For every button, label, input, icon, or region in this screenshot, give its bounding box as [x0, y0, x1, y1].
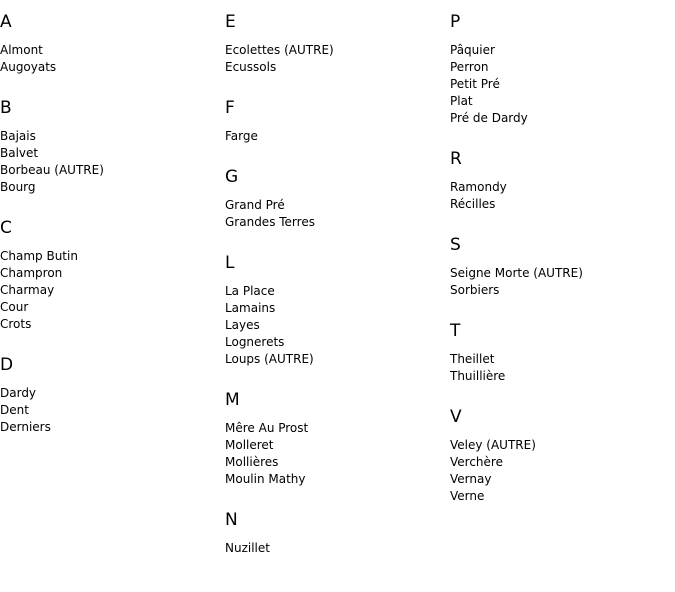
- place-item: Mêre Au Prost: [225, 421, 309, 435]
- letter-group: [450, 385, 675, 505]
- letter-heading: E: [225, 12, 236, 32]
- place-item: Ecussols: [225, 60, 277, 74]
- place-list: [225, 128, 450, 145]
- letter-heading: A: [0, 12, 12, 32]
- letter-group: [0, 76, 225, 196]
- place-item: Farge: [225, 129, 258, 143]
- place-item: Petit Pré: [450, 77, 500, 91]
- letter-group: [225, 0, 450, 76]
- letter-group: [0, 196, 225, 333]
- place-item: Perron: [450, 60, 489, 74]
- place-item: Moulin Mathy: [225, 472, 306, 486]
- letter-heading: D: [0, 355, 14, 375]
- letter-heading: C: [0, 218, 12, 238]
- letter-heading: P: [450, 12, 461, 32]
- place-list: [0, 385, 225, 436]
- place-item: Almont: [0, 43, 43, 57]
- place-item: Cour: [0, 300, 29, 314]
- place-item: Grandes Terres: [225, 215, 315, 229]
- place-item: Layes: [225, 318, 260, 332]
- place-list: [0, 128, 225, 196]
- place-item: La Place: [225, 284, 275, 298]
- place-item: Dent: [0, 403, 29, 417]
- letter-group: [225, 76, 450, 145]
- place-list: [225, 197, 450, 231]
- place-list: [225, 420, 450, 488]
- letter-heading: G: [225, 167, 239, 187]
- place-list: [450, 437, 675, 505]
- place-item: Mollières: [225, 455, 279, 469]
- place-item: Bourg: [0, 180, 36, 194]
- letter-heading: N: [225, 510, 238, 530]
- place-item: Bajais: [0, 129, 36, 143]
- letter-heading: T: [450, 321, 461, 341]
- place-item: Borbeau (AUTRE): [0, 163, 104, 177]
- place-item: Augoyats: [0, 60, 57, 74]
- place-item: Pré de Dardy: [450, 111, 528, 125]
- place-item: Lognerets: [225, 335, 285, 349]
- place-list: [450, 42, 675, 127]
- place-item: Balvet: [0, 146, 39, 160]
- place-item: Crots: [0, 317, 32, 331]
- letter-group: [225, 145, 450, 231]
- place-list: [450, 179, 675, 213]
- letter-heading: M: [225, 390, 240, 410]
- letter-heading: F: [225, 98, 235, 118]
- place-item: Récilles: [450, 197, 496, 211]
- place-item: Vernay: [450, 472, 492, 486]
- place-item: Seigne Morte (AUTRE): [450, 266, 583, 280]
- letter-group: [225, 488, 450, 557]
- letter-group: [225, 368, 450, 488]
- letter-group: [450, 299, 675, 385]
- place-item: Grand Pré: [225, 198, 285, 212]
- place-item: Champron: [0, 266, 63, 280]
- place-item: Thuillière: [450, 369, 506, 383]
- place-item: Molleret: [225, 438, 274, 452]
- letter-heading: R: [450, 149, 462, 169]
- index-column-2: [225, 0, 450, 557]
- letter-heading: S: [450, 235, 461, 255]
- place-item: Theillet: [450, 352, 495, 366]
- letter-group: [225, 231, 450, 368]
- place-item: Ecolettes (AUTRE): [225, 43, 334, 57]
- letter-heading: V: [450, 407, 462, 427]
- place-item: Nuzillet: [225, 541, 270, 555]
- place-item: Pâquier: [450, 43, 495, 57]
- place-item: Dardy: [0, 386, 37, 400]
- letter-group: [450, 127, 675, 213]
- place-list: [450, 351, 675, 385]
- place-item: Verne: [450, 489, 485, 503]
- place-item: Plat: [450, 94, 473, 108]
- place-list: [225, 42, 450, 76]
- place-list: [450, 265, 675, 299]
- place-item: Champ Butin: [0, 249, 78, 263]
- place-item: Charmay: [0, 283, 55, 297]
- letter-group: [450, 0, 675, 127]
- place-list: [0, 42, 225, 76]
- place-item: Derniers: [0, 420, 51, 434]
- place-item: Loups (AUTRE): [225, 352, 314, 366]
- letter-heading: B: [0, 98, 12, 118]
- place-item: Sorbiers: [450, 283, 500, 297]
- letter-group: [450, 213, 675, 299]
- place-list: [225, 540, 450, 557]
- letter-group: [0, 333, 225, 436]
- place-item: Lamains: [225, 301, 276, 315]
- letter-group: [0, 0, 225, 76]
- place-list: [0, 248, 225, 333]
- index-column-1: [0, 0, 225, 436]
- place-item: Ramondy: [450, 180, 507, 194]
- place-list: [225, 283, 450, 368]
- letter-heading: L: [225, 253, 235, 273]
- place-item: Verchère: [450, 455, 503, 469]
- index-column-3: [450, 0, 675, 505]
- place-item: Veley (AUTRE): [450, 438, 536, 452]
